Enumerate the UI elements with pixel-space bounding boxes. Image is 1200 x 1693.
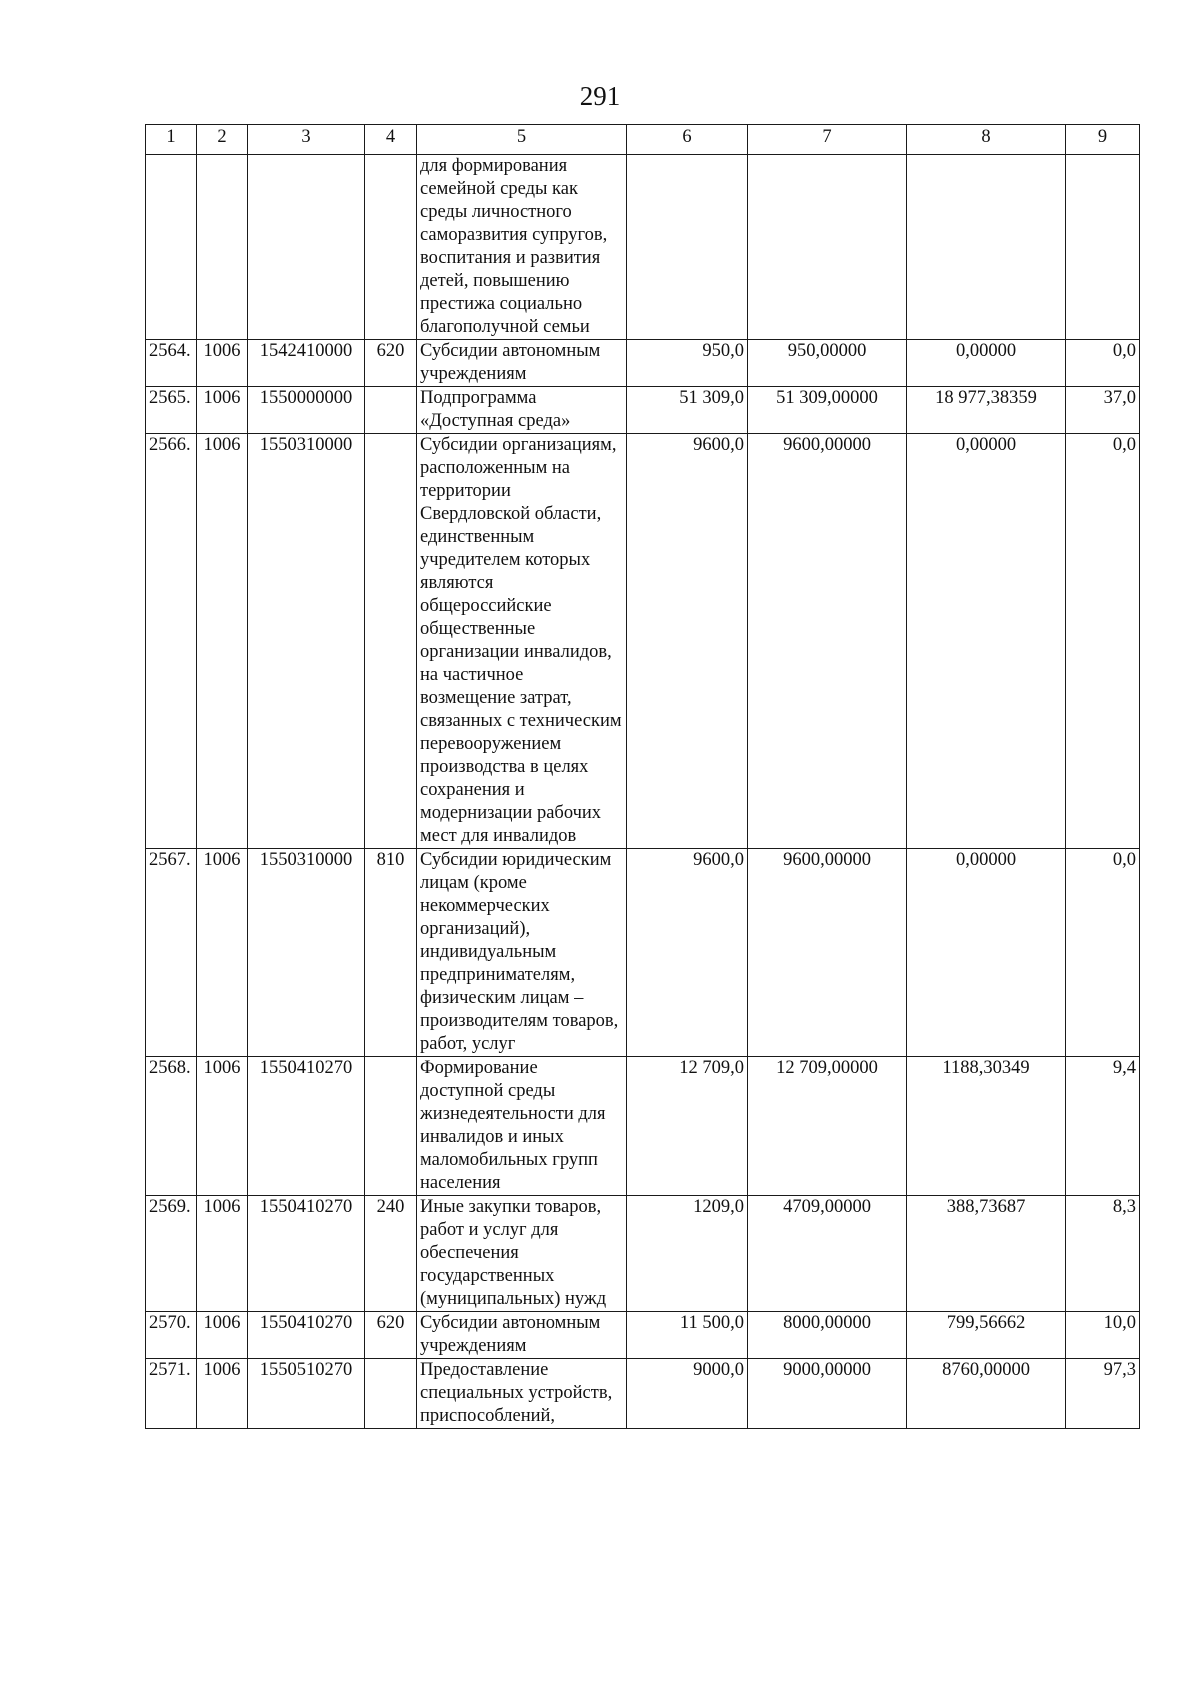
value-col9: 0,0 — [1066, 434, 1140, 849]
column-header: 5 — [417, 125, 627, 155]
item-name: для формирования семейной среды как среды личностного саморазвития супругов, воспитания и развития детей, повышению престижа социально благополучной семьи — [417, 155, 627, 340]
row-number: 2569. — [146, 1196, 197, 1312]
section-code: 1006 — [197, 434, 248, 849]
target-code: 1542410000 — [248, 340, 365, 387]
table-row — [146, 849, 1140, 1057]
section-code: 1006 — [197, 1312, 248, 1359]
value-col8: 1188,30349 — [907, 1057, 1066, 1196]
table-row — [146, 1359, 1140, 1429]
item-name: Субсидии организациям, расположенным на территории Свердловской области, единственным учредителем которых являются общероссийские общественные организации инвалидов, на частичное возмещение затрат, связанных с техническим перевооружением производства в целях сохранения и модернизации рабочих мест для инвалидов — [417, 434, 627, 849]
value-col9: 0,0 — [1066, 340, 1140, 387]
target-code: 1550410270 — [248, 1196, 365, 1312]
value-col7: 12 709,00000 — [748, 1057, 907, 1196]
value-col7: 4709,00000 — [748, 1196, 907, 1312]
value-col9: 37,0 — [1066, 387, 1140, 434]
section-code — [197, 155, 248, 340]
expense-type — [365, 434, 417, 849]
column-header: 9 — [1066, 125, 1140, 155]
expense-type — [365, 155, 417, 340]
expense-type — [365, 1359, 417, 1429]
value-col6: 9600,0 — [627, 434, 748, 849]
target-code: 1550410270 — [248, 1312, 365, 1359]
value-col9: 9,4 — [1066, 1057, 1140, 1196]
expense-type — [365, 1057, 417, 1196]
section-code: 1006 — [197, 1057, 248, 1196]
table-row — [146, 340, 1140, 387]
row-number: 2570. — [146, 1312, 197, 1359]
value-col9: 10,0 — [1066, 1312, 1140, 1359]
value-col6: 1209,0 — [627, 1196, 748, 1312]
page-number: 291 — [579, 81, 621, 111]
value-col9: 0,0 — [1066, 849, 1140, 1057]
value-col7: 51 309,00000 — [748, 387, 907, 434]
value-col7: 8000,00000 — [748, 1312, 907, 1359]
value-col8 — [907, 155, 1066, 340]
expense-type: 620 — [365, 340, 417, 387]
section-code: 1006 — [197, 1196, 248, 1312]
table-row — [146, 1057, 1140, 1196]
value-col9: 97,3 — [1066, 1359, 1140, 1429]
value-col8: 799,56662 — [907, 1312, 1066, 1359]
table-row — [146, 387, 1140, 434]
value-col8: 8760,00000 — [907, 1359, 1066, 1429]
value-col6: 11 500,0 — [627, 1312, 748, 1359]
value-col6: 12 709,0 — [627, 1057, 748, 1196]
value-col7: 9600,00000 — [748, 434, 907, 849]
item-name: Предоставление специальных устройств, приспособлений, — [417, 1359, 627, 1429]
header-row — [146, 125, 1140, 155]
row-number: 2565. — [146, 387, 197, 434]
row-number: 2564. — [146, 340, 197, 387]
target-code: 1550410270 — [248, 1057, 365, 1196]
target-code: 1550510270 — [248, 1359, 365, 1429]
column-header: 2 — [197, 125, 248, 155]
value-col8: 18 977,38359 — [907, 387, 1066, 434]
row-number: 2566. — [146, 434, 197, 849]
row-number — [146, 155, 197, 340]
budget-table — [145, 124, 1140, 1429]
value-col8: 388,73687 — [907, 1196, 1066, 1312]
section-code: 1006 — [197, 387, 248, 434]
value-col6 — [627, 155, 748, 340]
value-col7: 950,00000 — [748, 340, 907, 387]
value-col7 — [748, 155, 907, 340]
value-col6: 9600,0 — [627, 849, 748, 1057]
item-name: Иные закупки товаров, работ и услуг для обеспечения государственных (муниципальных) нужд — [417, 1196, 627, 1312]
value-col6: 9000,0 — [627, 1359, 748, 1429]
item-name: Субсидии юридическим лицам (кроме некоммерческих организаций), индивидуальным предпринимателям, физическим лицам – производителям товаров, работ, услуг — [417, 849, 627, 1057]
item-name: Формирование доступной среды жизнедеятельности для инвалидов и иных маломобильных групп населения — [417, 1057, 627, 1196]
target-code: 1550310000 — [248, 849, 365, 1057]
target-code: 1550310000 — [248, 434, 365, 849]
value-col8: 0,00000 — [907, 849, 1066, 1057]
section-code: 1006 — [197, 340, 248, 387]
table-row — [146, 1196, 1140, 1312]
column-header: 8 — [907, 125, 1066, 155]
value-col6: 51 309,0 — [627, 387, 748, 434]
table-row — [146, 1312, 1140, 1359]
column-header: 1 — [146, 125, 197, 155]
column-header: 7 — [748, 125, 907, 155]
column-header: 4 — [365, 125, 417, 155]
value-col9: 8,3 — [1066, 1196, 1140, 1312]
item-name: Подпрограмма «Доступная среда» — [417, 387, 627, 434]
section-code: 1006 — [197, 849, 248, 1057]
column-header: 6 — [627, 125, 748, 155]
expense-type — [365, 387, 417, 434]
item-name: Субсидии автономным учреждениям — [417, 1312, 627, 1359]
value-col8: 0,00000 — [907, 434, 1066, 849]
column-header: 3 — [248, 125, 365, 155]
value-col7: 9600,00000 — [748, 849, 907, 1057]
row-number: 2567. — [146, 849, 197, 1057]
target-code — [248, 155, 365, 340]
value-col9 — [1066, 155, 1140, 340]
expense-type: 240 — [365, 1196, 417, 1312]
section-code: 1006 — [197, 1359, 248, 1429]
expense-type: 620 — [365, 1312, 417, 1359]
table-row — [146, 434, 1140, 849]
expense-type: 810 — [365, 849, 417, 1057]
value-col7: 9000,00000 — [748, 1359, 907, 1429]
table-row — [146, 155, 1140, 340]
value-col8: 0,00000 — [907, 340, 1066, 387]
row-number: 2571. — [146, 1359, 197, 1429]
target-code: 1550000000 — [248, 387, 365, 434]
value-col6: 950,0 — [627, 340, 748, 387]
item-name: Субсидии автономным учреждениям — [417, 340, 627, 387]
row-number: 2568. — [146, 1057, 197, 1196]
